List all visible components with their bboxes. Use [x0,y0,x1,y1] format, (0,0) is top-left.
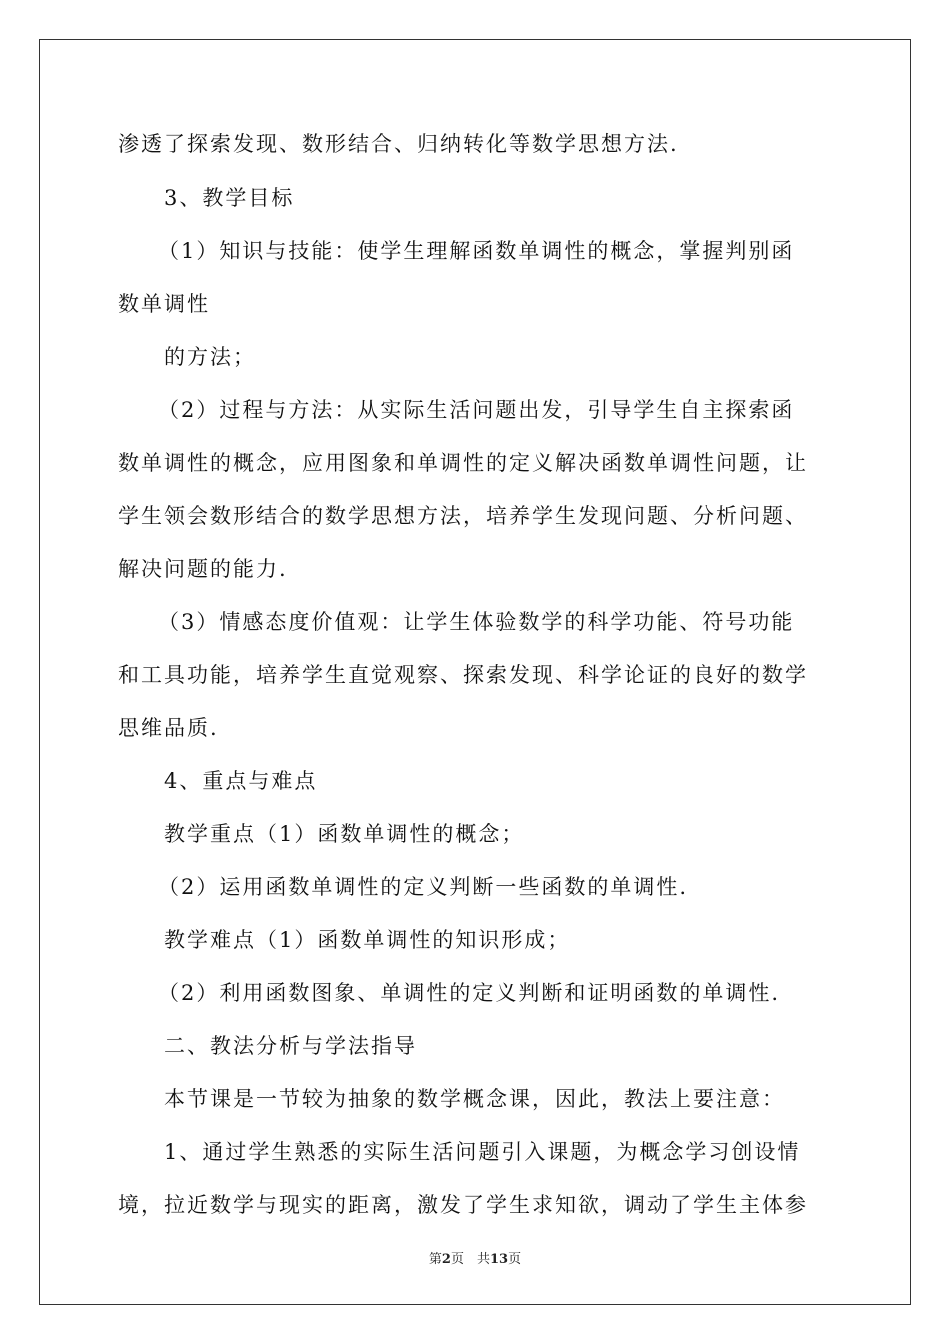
text-line: 和工具功能，培养学生直觉观察、探索发现、科学论证的良好的数学 [118,663,808,687]
text-line: 1、通过学生熟悉的实际生活问题引入课题，为概念学习创设情 [164,1140,801,1164]
footer-mid: 页 共 [450,1252,490,1267]
text-line: 境，拉近数学与现实的距离，激发了学生求知欲，调动了学生主体参 [118,1193,808,1217]
section-heading: 二、教法分析与学法指导 [164,1034,417,1058]
text-line: 数单调性的概念，应用图象和单调性的定义解决函数单调性问题，让 [118,451,808,475]
text-line: （3）情感态度价值观：让学生体验数学的科学功能、符号功能 [158,610,795,634]
text-line: 数单调性 [118,292,210,316]
text-line: （1）知识与技能：使学生理解函数单调性的概念，掌握判别函 [158,239,795,263]
footer-page-number: 2 [441,1252,451,1267]
section-heading: 3、教学目标 [164,186,295,210]
text-line: 教学重点（1）函数单调性的概念； [164,822,525,846]
text-line: 解决问题的能力. [118,557,288,581]
text-line: （2）运用函数单调性的定义判断一些函数的单调性. [158,875,689,899]
text-line: 学生领会数形结合的数学思想方法，培养学生发现问题、分析问题、 [118,504,808,528]
page-footer [0,1248,950,1267]
text-line: 教学难点（1）函数单调性的知识形成； [164,928,571,952]
text-line: 本节课是一节较为抽象的数学概念课，因此，教法上要注意： [164,1087,785,1111]
footer-total-pages: 13 [489,1252,509,1267]
text-line: 的方法； [164,345,256,369]
text-line: （2）过程与方法：从实际生活问题出发，引导学生自主探索函 [158,398,795,422]
text-line: （2）利用函数图象、单调性的定义判断和证明函数的单调性. [158,981,781,1005]
text-line: 思维品质. [118,716,219,740]
text-line: 渗透了探索发现、数形结合、归纳转化等数学思想方法. [118,132,679,156]
footer-prefix: 第 [428,1252,442,1267]
section-heading: 4、重点与难点 [164,769,318,793]
footer-suffix: 页 [508,1252,522,1267]
